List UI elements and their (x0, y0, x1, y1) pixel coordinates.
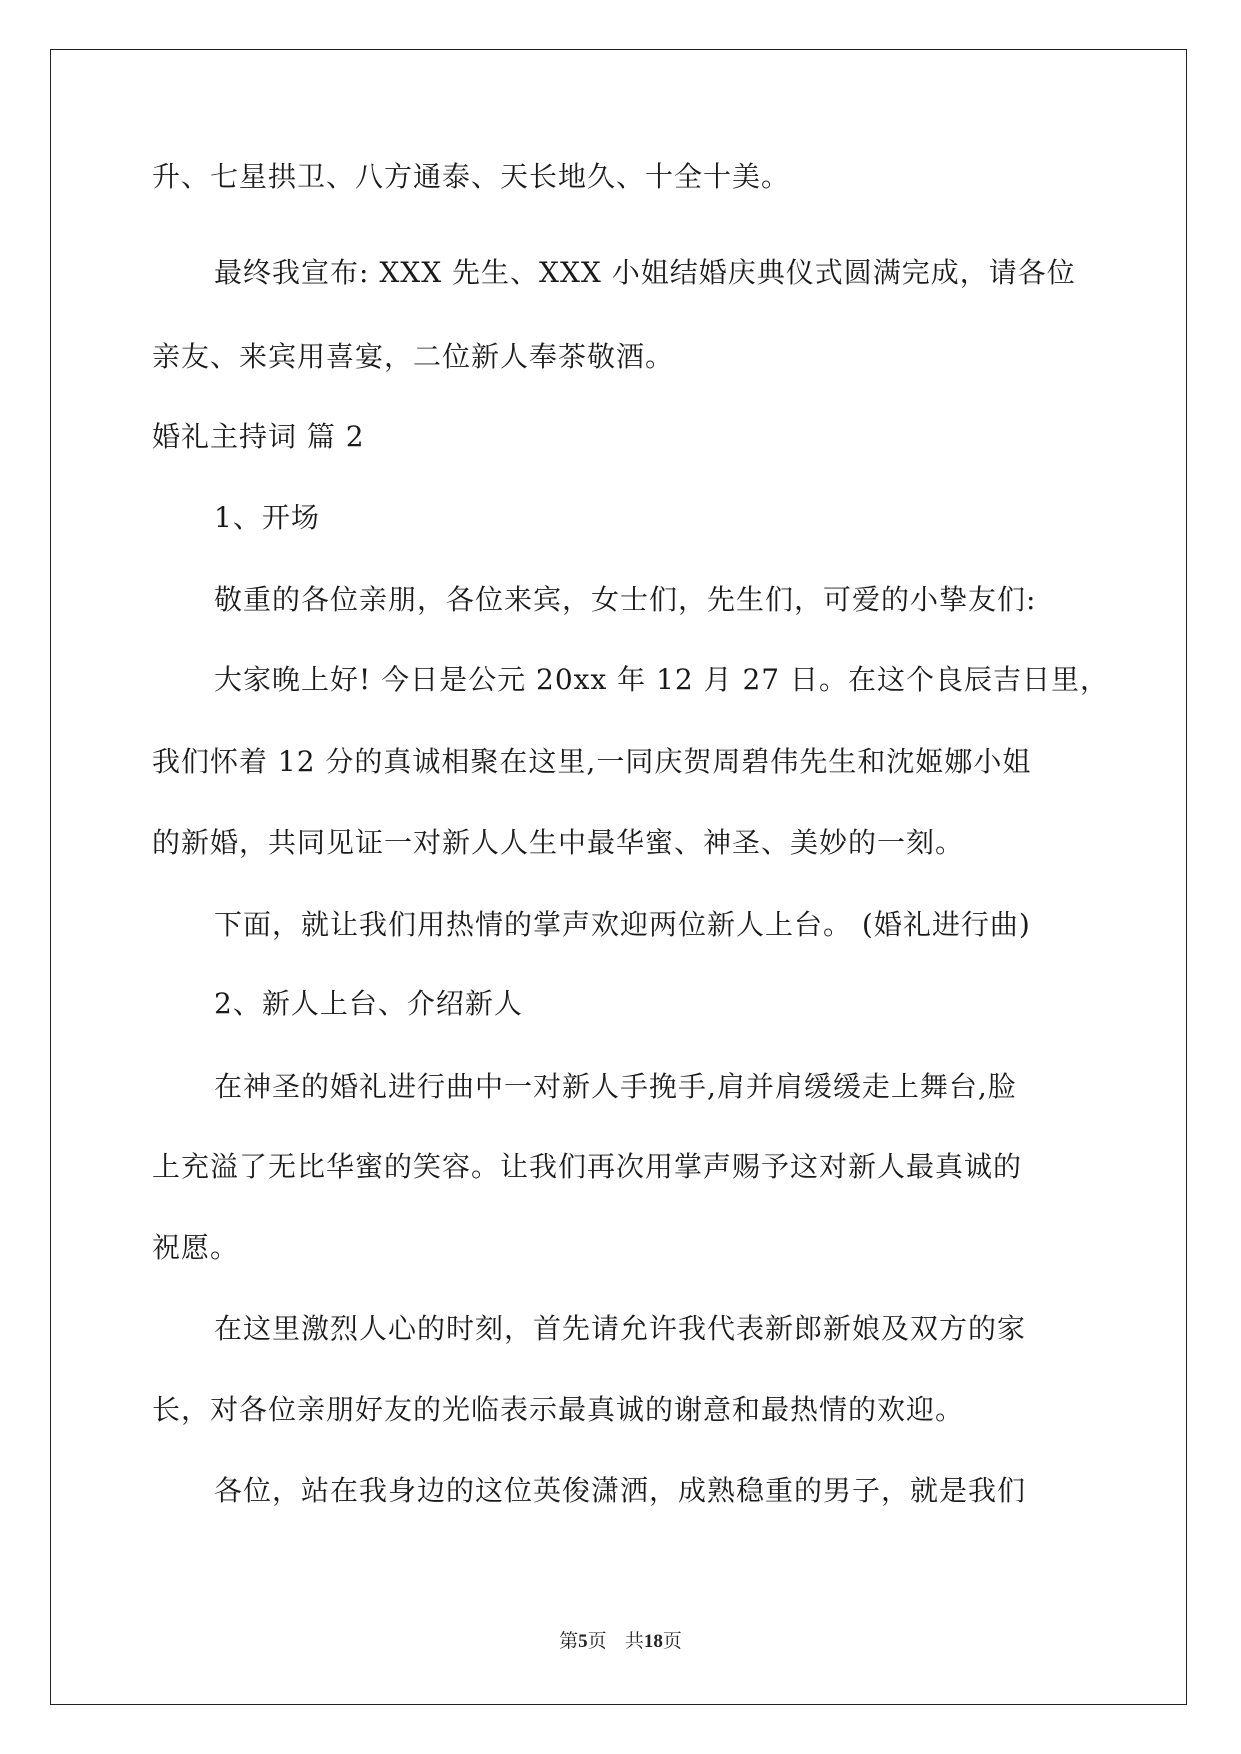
page-footer (0, 1629, 1241, 1654)
text-line: 敬重的各位亲朋，各位来宾，女士们，先生们，可爱的小挚友们: (214, 583, 1037, 616)
text-line: 亲友、来宾用喜宴，二位新人奉茶敬酒。 (152, 340, 675, 373)
page-number: 5 (578, 1631, 588, 1652)
section-heading: 婚礼主持词 篇 2 (152, 420, 365, 453)
text-line: 最终我宣布: XXX 先生、XXX 小姐结婚庆典仪式圆满完成，请各位 (214, 256, 1076, 289)
text-line: 长，对各位亲朋好友的光临表示最真诚的谢意和最热情的欢迎。 (152, 1393, 965, 1426)
text-line: 大家晚上好! 今日是公元 20xx 年 12 月 27 日。在这个良辰吉日里， (214, 663, 1110, 696)
text-line: 下面，就让我们用热情的掌声欢迎两位新人上台。 (婚礼进行曲) (214, 908, 1031, 941)
text-line: 的新婚，共同见证一对新人人生中最华蜜、神圣、美妙的一刻。 (152, 826, 965, 859)
total-suffix: 页 (662, 1630, 682, 1652)
text-line: 在这里激烈人心的时刻，首先请允许我代表新郎新娘及双方的家 (214, 1312, 1027, 1345)
subsection-heading: 1、开场 (214, 501, 320, 534)
text-line: 上充溢了无比华蜜的笑容。让我们再次用掌声赐予这对新人最真诚的 (152, 1150, 1023, 1183)
page-suffix: 页 (587, 1630, 607, 1652)
text-line: 升、七星拱卫、八方通泰、天长地久、十全十美。 (152, 160, 791, 193)
total-prefix: 共 (624, 1630, 644, 1652)
page-prefix: 第 (559, 1630, 579, 1652)
total-pages: 18 (643, 1631, 663, 1652)
text-line: 在神圣的婚礼进行曲中一对新人手挽手,肩并肩缓缓走上舞台,脸 (214, 1070, 1017, 1103)
text-line: 祝愿。 (152, 1231, 240, 1264)
text-line: 我们怀着 12 分的真诚相聚在这里,一同庆贺周碧伟先生和沈姬娜小姐 (152, 745, 1032, 778)
subsection-heading: 2、新人上台、介绍新人 (214, 987, 523, 1020)
page-border (50, 49, 1187, 1705)
text-line: 各位，站在我身边的这位英俊潇洒，成熟稳重的男子，就是我们 (214, 1474, 1027, 1507)
